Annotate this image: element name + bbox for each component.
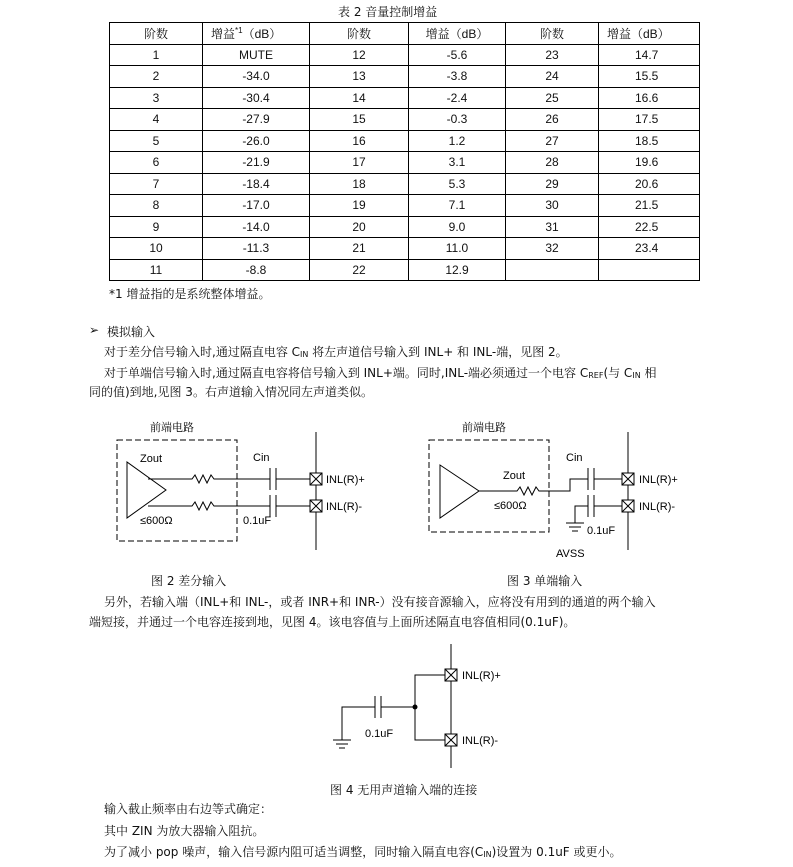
fig2-inn: INL(R)- [326,501,363,513]
table-cell: 9.0 [409,216,506,238]
table-cell: 14 [310,87,409,109]
table-row [110,109,700,131]
fig2-front-box [117,440,237,541]
col-header-gain: 增益（dB） [599,23,700,45]
table-cell: -30.4 [203,87,310,109]
table-cell: -17.0 [203,195,310,217]
table-cell: 24 [506,66,599,88]
table-cell: 27 [506,130,599,152]
table-row [110,195,700,217]
table-cell: 14.7 [599,44,700,66]
table-cell: 30 [506,195,599,217]
fig2-opamp [127,462,166,518]
table-cell: 22 [310,259,409,281]
fig4-inp: INL(R)+ [462,670,501,682]
fig3-cin: Cin [566,452,583,464]
fig3-cap: 0.1uF [587,525,616,537]
table-cell: 32 [506,238,599,260]
fig2-caption: 图 2 差分输入 [151,574,227,588]
fig3-inp: INL(R)+ [639,474,678,486]
fig3-resistor [479,479,588,495]
fig2-cin: Cin [253,452,270,464]
bottom-line-1: 输入截止频率由右边等式确定： [104,802,273,816]
table-cell: 5.3 [409,173,506,195]
table-cell: 31 [506,216,599,238]
bottom-line-3: 为了减小 pop 噪声，输入信号源内阻可适当调整，同时输入隔直电容(CIN)设置为 0.1uF 或更小。 [104,845,622,859]
fig4-cap: 0.1uF [365,728,394,740]
table-cell: 2 [110,66,203,88]
fig2-bottom-resistor [148,502,270,510]
table-cell: -5.6 [409,44,506,66]
table-cell: 20.6 [599,173,700,195]
fig2-cap: 0.1uF [243,515,272,527]
section-title: 模拟输入 [107,325,156,339]
table-cell: 23 [506,44,599,66]
table-row [110,87,700,109]
fig2-r600: ≤600Ω [140,515,173,527]
table-cell: 17 [310,152,409,174]
table-row [110,130,700,152]
col-header-gain: 增益$^{*1}$（dB） [203,23,310,45]
table-cell: 8 [110,195,203,217]
table-cell: 20 [310,216,409,238]
table-row [110,44,700,66]
table-cell: -14.0 [203,216,310,238]
col-header-gain: 增益（dB） [409,23,506,45]
table-cell: 18 [310,173,409,195]
fig3-front-label: 前端电路 [462,422,506,434]
fig2-zout: Zout [140,453,163,465]
table-cell: 28 [506,152,599,174]
bullet-icon: ➢ [89,323,100,337]
col-header-step: 阶数 [506,23,599,45]
table-row [110,173,700,195]
table-cell: -18.4 [203,173,310,195]
fig3-zout: Zout [503,470,526,482]
table-cell: 11.0 [409,238,506,260]
table-cell: 26 [506,109,599,131]
table-cell: -3.8 [409,66,506,88]
table-cell: -21.9 [203,152,310,174]
table-cell: 15.5 [599,66,700,88]
table-cell: 7.1 [409,195,506,217]
fig3-front-box [429,440,549,532]
table-cell: 23.4 [599,238,700,260]
fig2-fig3-circuits [0,410,793,560]
table-cell: -11.3 [203,238,310,260]
col-header-step: 阶数 [110,23,203,45]
fig4-caption: 图 4 无用声道输入端的连接 [330,783,478,797]
table-cell: -34.0 [203,66,310,88]
paragraph-single-ended: 对于单端信号输入时,通过隔直电容将信号输入到 INL+端。同时,INL-端必须通过一个电容 CREF(与 CIN 相 [104,366,657,380]
table-cell: 21 [310,238,409,260]
table-cell: 17.5 [599,109,700,131]
table-row [110,238,700,260]
table-cell: -27.9 [203,109,310,131]
bottom-line-2: 其中 ZIN 为放大器输入阻抗。 [104,824,265,838]
paragraph-differential: 对于差分信号输入时,通过隔直电容 CIN 将左声道信号输入到 INL+ 和 INL-端，见图 2。 [104,345,568,359]
fig4-inn: INL(R)- [462,735,499,747]
table-cell: 10 [110,238,203,260]
table-cell: 29 [506,173,599,195]
volume-gain-table [109,22,700,281]
table-cell: 6 [110,152,203,174]
table-cell: 12 [310,44,409,66]
table-cell: 11 [110,259,203,281]
fig3-avss: AVSS [556,548,585,560]
table-cell: 22.5 [599,216,700,238]
table-row [110,66,700,88]
table-cell: -0.3 [409,109,506,131]
table-cell: 15 [310,109,409,131]
fig3-opamp [440,465,479,518]
table-cell [506,259,599,281]
table-cell: 18.5 [599,130,700,152]
table-cell: 1 [110,44,203,66]
fig4-short-wire [415,675,445,740]
fig4-unused-input-diagram [0,640,793,770]
fig2-inp: INL(R)+ [326,474,365,486]
table-caption: 表 2 音量控制增益 [338,5,438,19]
table-cell: MUTE [203,44,310,66]
table-cell: -26.0 [203,130,310,152]
table-cell: 3.1 [409,152,506,174]
table-footnote: *1 增益指的是系统整体增益。 [109,287,271,301]
fig3-inn: INL(R)- [639,501,676,513]
table-cell: -8.8 [203,259,310,281]
fig2-differential-diagram [117,420,365,550]
table-cell: 16 [310,130,409,152]
table-cell: -2.4 [409,87,506,109]
paragraph-unused-inputs: 另外，若输入端（INL+和 INL-，或者 INR+和 INR-）没有接音源输入，应将没有用到的通道的两个输入 [104,595,656,609]
table-cell: 19.6 [599,152,700,174]
table-cell: 21.5 [599,195,700,217]
table-cell: 4 [110,109,203,131]
table-row [110,216,700,238]
table-cell: 3 [110,87,203,109]
fig2-front-label: 前端电路 [150,422,194,434]
table-header-row [110,23,700,45]
table-cell: 13 [310,66,409,88]
table-cell: 12.9 [409,259,506,281]
paragraph-single-ended-cont: 同的值)到地,见图 3。右声道输入情况同左声道类似。 [89,385,373,399]
fig3-caption: 图 3 单端输入 [507,574,583,588]
table-cell: 1.2 [409,130,506,152]
fig3-single-ended-diagram [429,420,678,560]
paragraph-unused-inputs-cont: 端短接，并通过一个电容连接到地，见图 4。该电容值与上面所述隔直电容值相同(0.1uF)。 [89,615,576,629]
table-cell: 16.6 [599,87,700,109]
col-header-step: 阶数 [310,23,409,45]
table-cell: 25 [506,87,599,109]
table-cell [599,259,700,281]
fig2-top-resistor [148,475,270,483]
table-cell: 5 [110,130,203,152]
fig3-r600: ≤600Ω [494,500,527,512]
table-cell: 19 [310,195,409,217]
table-cell: 9 [110,216,203,238]
table-row [110,152,700,174]
table-row [110,259,700,281]
footnote-ref: *1 [235,25,243,35]
table-cell: 7 [110,173,203,195]
